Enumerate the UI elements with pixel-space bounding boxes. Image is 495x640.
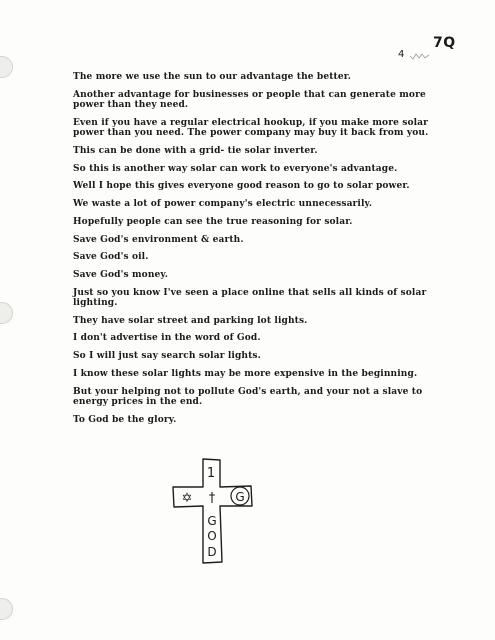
corner-mark: 4 [398,49,405,60]
paragraph: Even if you have a regular electrical hookup, if you make more solar power than you need. The power company may buy it back from you. [73,117,429,139]
cross-drawing [170,456,255,566]
binder-hole-middle [0,302,13,324]
paragraph: This can be done with a grid- tie solar inverter. [73,146,318,157]
paragraph: They have solar street and parking lot lights. [73,315,308,326]
paragraph: Another advantage for businesses or people that can generate more power than they need. [73,89,426,111]
cross-bottom-letter-d: D [207,545,217,559]
paragraph: I know these solar lights may be more expensive in the beginning. [73,368,418,379]
paragraph: I don't advertise in the word of God. [73,333,261,344]
paragraph: But your helping not to pollute God's earth, and your not a slave to energy prices in the end. [73,386,423,407]
paragraph: So this is another way solar can work to everyone's advantage. [73,163,398,174]
paragraph: So I will just say search solar lights. [73,351,261,362]
paragraph: Hopefully people can see the true reasoning for solar. [73,216,353,227]
binder-hole-top [0,56,13,78]
paragraph: To God be the glory. [73,414,177,425]
paragraph: Save God's environment & earth. [73,234,244,245]
body-text [73,72,433,432]
binder-hole-bottom [0,598,13,620]
paragraph: The more we use the sun to our advantage the better. [73,72,352,82]
star-of-david-icon: ✡ [181,491,193,506]
cross-bottom-letter-g: G [207,514,217,528]
cross-bottom-letter-o: O [207,529,217,543]
cross-right-letter: G [235,490,245,504]
paragraph: Just so you know I've seen a place online that sells all kinds of solar lighting. [73,287,427,309]
paragraph: We waste a lot of power company's electric unnecessarily. [73,199,373,210]
paragraph: Save God's money. [73,269,169,280]
cross-top-letter: 1 [206,466,216,481]
cross-center-glyph: † [208,491,216,506]
paragraph: Well I hope this gives everyone good reason to go to solar power. [73,181,410,192]
paragraph: Save God's oil. [73,252,149,263]
page-number: 7Q [433,35,456,51]
scribble-mark [409,52,431,60]
